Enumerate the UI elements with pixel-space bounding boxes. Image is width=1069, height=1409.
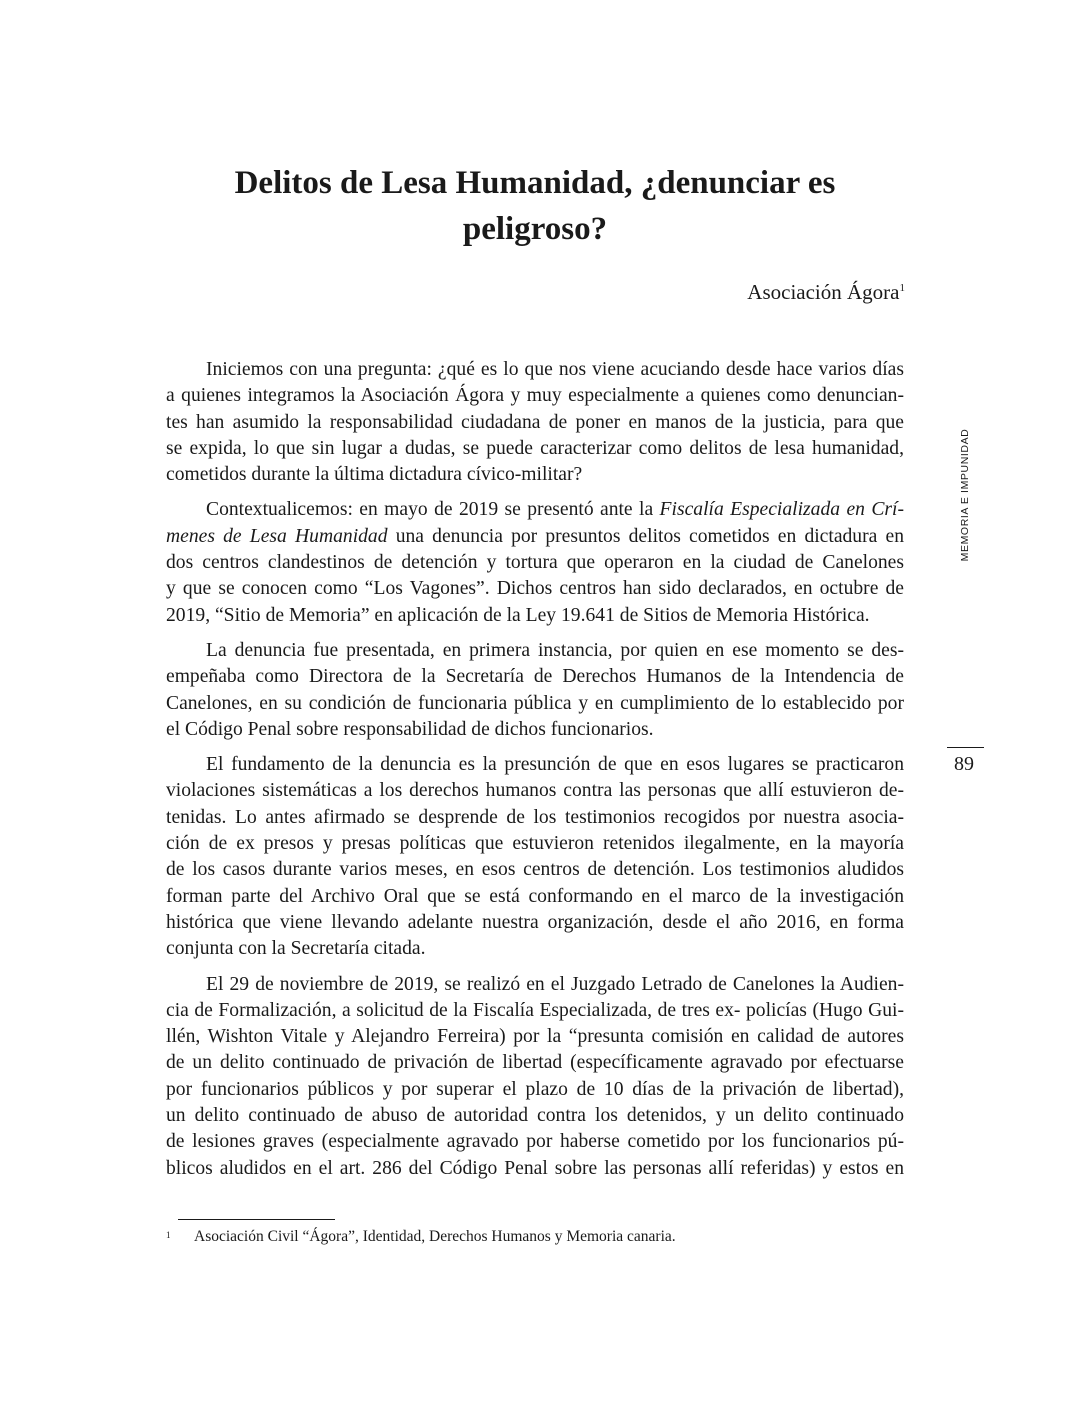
text-run: una denuncia por presuntos delitos cometidos en dictadura en bbox=[387, 525, 904, 547]
title-line: Delitos de Lesa Humanidad, ¿denunciar es bbox=[234, 165, 836, 201]
page-title bbox=[150, 160, 920, 252]
text-line: tenidas. Lo antes afirmado se desprende de los testimonios recogidos por nuestra asocia- bbox=[166, 806, 904, 828]
paragraph bbox=[166, 752, 904, 962]
text-line bbox=[166, 497, 904, 523]
footnote-text: Asociación Civil “Ágora”, Identidad, Derechos Humanos y Memoria canaria. bbox=[194, 1228, 676, 1245]
text-line: un delito continuado de abuso de autoridad contra los detenidos, y un delito continuado bbox=[166, 1105, 904, 1127]
paragraph bbox=[166, 357, 904, 488]
text-line: cia de Formalización, a solicitud de la Fiscalía Especializada, de tres ex- policías (Hugo Gui- bbox=[166, 999, 904, 1021]
text-line: de un delito continuado de privación de libertad (específicamente agravado por efectuarse bbox=[166, 1052, 904, 1074]
text-line: El fundamento de la denuncia es la presunción de que en esos lugares se practicaron bbox=[206, 754, 904, 776]
paragraph bbox=[166, 638, 904, 743]
text-line: 2019, “Sitio de Memoria” en aplicación de la Ley 19.641 de Sitios de Memoria Histórica. bbox=[166, 604, 870, 626]
author-line bbox=[747, 279, 905, 305]
text-line: empeñaba como Directora de la Secretaría de Derechos Humanos de la Intendencia de bbox=[166, 666, 904, 688]
text-line: ción de ex presos y presas políticas que estuvieron retenidos ilegalmente, en la mayoría bbox=[166, 833, 904, 855]
text-run: Contextualicemos: en mayo de 2019 se presentó ante la bbox=[206, 499, 660, 521]
footnote-rule bbox=[178, 1219, 335, 1220]
text-line: se expida, lo que sin lugar a dudas, se puede caracterizar como delitos de lesa humanidad, bbox=[166, 437, 904, 459]
page-number-rule bbox=[947, 747, 984, 748]
text-line: por funcionarios públicos y por superar el plazo de 10 días de la privación de libertad), bbox=[166, 1078, 904, 1100]
page-number: 89 bbox=[954, 753, 974, 775]
italic-text: menes de Lesa Humanidad bbox=[166, 525, 388, 547]
paragraph bbox=[166, 497, 904, 628]
text-line: de lesiones graves (especialmente agravado por haberse cometido por los funcionarios pú- bbox=[166, 1131, 904, 1153]
text-line: histórica que viene llevando adelante nuestra organización, desde el año 2016, en forma bbox=[166, 911, 904, 933]
text-line: a quienes integramos la Asociación Ágora y muy especialmente a quienes como denuncian- bbox=[166, 385, 904, 407]
paragraph bbox=[166, 972, 904, 1182]
text-line: forman parte del Archivo Oral que se está conformando en el marco de la investigación bbox=[166, 885, 904, 907]
text-line: dos centros clandestinos de detención y tortura que operaron en la ciudad de Canelones bbox=[166, 552, 904, 574]
text-line: tes han asumido la responsabilidad ciudadana de poner en manos de la justicia, para que bbox=[166, 411, 904, 433]
footnote-marker: 1 bbox=[166, 1230, 171, 1240]
section-label-text: MEMORIA E IMPUNIDAD bbox=[959, 428, 971, 562]
author-name: Asociación Ágora bbox=[747, 280, 900, 304]
article-body bbox=[166, 357, 904, 1191]
italic-text: Fiscalía Especializada en Crí- bbox=[659, 499, 904, 521]
text-line bbox=[166, 524, 904, 550]
text-line: el Código Penal sobre responsabilidad de dichos funcionarios. bbox=[166, 718, 654, 740]
text-line: conjunta con la Secretaría citada. bbox=[166, 938, 426, 960]
text-line: cometidos durante la última dictadura cívico-militar? bbox=[166, 464, 583, 486]
text-line: llén, Wishton Vitale y Alejandro Ferreira) por la “presunta comisión en calidad de autores bbox=[166, 1026, 904, 1048]
title-line: peligroso? bbox=[462, 211, 608, 247]
text-line: La denuncia fue presentada, en primera instancia, por quien en ese momento se des- bbox=[206, 639, 904, 661]
footnote bbox=[166, 1227, 676, 1252]
text-line: blicos aludidos en el art. 286 del Código Penal sobre las personas allí referidas) y estos en bbox=[166, 1157, 904, 1179]
text-line: violaciones sistemáticas a los derechos humanos contra las personas que allí estuvieron de- bbox=[166, 780, 904, 802]
text-line: de los casos durante varios meses, en esos centros de detención. Los testimonios aludidos bbox=[166, 859, 904, 881]
running-section-label bbox=[955, 420, 975, 570]
text-line: y que se conocen como “Los Vagones”. Dichos centros han sido declarados, en octubre de bbox=[166, 578, 904, 600]
text-line: El 29 de noviembre de 2019, se realizó en el Juzgado Letrado de Canelones la Audien- bbox=[206, 973, 904, 995]
footnote-ref[interactable]: 1 bbox=[899, 282, 905, 294]
text-line: Canelones, en su condición de funcionaria pública y en cumplimiento de lo establecido por bbox=[166, 692, 904, 714]
text-line: Iniciemos con una pregunta: ¿qué es lo que nos viene acuciando desde hace varios días bbox=[206, 359, 904, 380]
